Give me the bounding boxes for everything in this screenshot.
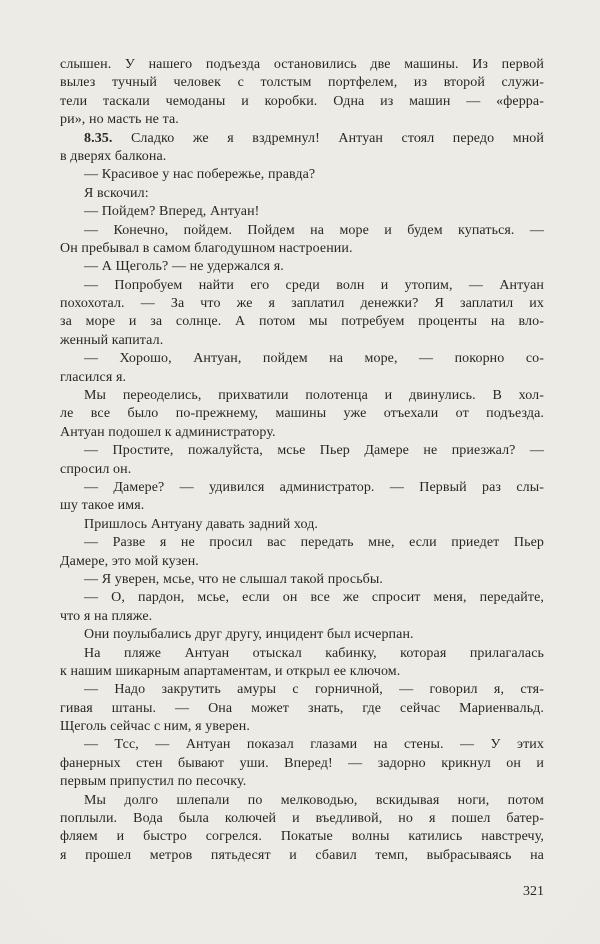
text-line: Он пребывал в самом благодушном настроении.: [60, 240, 353, 256]
text-line: спросил он.: [60, 461, 132, 477]
text-line: Они поулыбались друг другу, инцидент был исчерпан.: [84, 627, 414, 643]
text-line: к нашим шикарным апартаментам, и открыл ее ключом.: [60, 663, 401, 679]
text-line: ле все было по-прежнему, машины уже отъехали от подъезда.: [60, 406, 544, 422]
text-line: ри», но масть не та.: [60, 112, 179, 128]
text-line: шу такое имя.: [60, 498, 145, 514]
text-line: Пришлось Антуану давать задний ход.: [84, 516, 319, 532]
text-line: гивая штаны. — Она может знать, где сейчас Мариенвальд.: [60, 700, 544, 716]
text-line: я прошел метров пятьдесят и сбавил темп, выбрасываясь на: [60, 847, 544, 863]
text-line: похохотал. — За что же я заплатил денежки? Я заплатил их: [60, 296, 544, 312]
text-line: Мы долго шлепали по мелководью, вскидывая ноги, потом: [84, 792, 544, 808]
text-line: — Конечно, пойдем. Пойдем на море и будем купаться. —: [84, 222, 544, 238]
text-line: — А Щеголь? — не удержался я.: [84, 259, 284, 275]
section-number: 8.35.: [84, 130, 113, 146]
text-line: в дверях балкона.: [60, 148, 167, 164]
text-line: Я вскочил:: [84, 185, 149, 201]
text-line: — Попробуем найти его среди волн и утопим, — Антуан: [84, 277, 544, 293]
text-line: тели таскали чемоданы и коробки. Одна из машин — «ферра-: [60, 93, 544, 109]
text-line: Щеголь сейчас с ним, я уверен.: [60, 719, 250, 735]
text-line: Антуан подошел к администратору.: [60, 424, 276, 440]
text-line: — Надо закрутить амуры с горничной, — говорил я, стя-: [84, 682, 544, 698]
text-line: слышен. У нашего подъезда остановились две машины. Из первой: [60, 57, 544, 72]
text-line: — Простите, пожалуйста, мсье Пьер Дамере не приезжал? —: [84, 443, 544, 459]
text-line: женный капитал.: [60, 332, 164, 348]
text-line: Мы переоделись, прихватили полотенца и двинулись. В хол-: [84, 388, 544, 404]
text-line: фанерных стен бывают уши. Вперед! — задорно крикнул он и: [60, 755, 544, 771]
text-line: — Красивое у нас побережье, правда?: [84, 167, 316, 183]
text-line: — Разве я не просил вас передать мне, если приедет Пьер: [84, 535, 544, 551]
text-line: вылез тучный человек с толстым портфелем, из второй служи-: [60, 75, 544, 91]
text-line: первым припустил по песочку.: [60, 774, 247, 790]
text-line: Дамере, это мой кузен.: [60, 553, 199, 569]
text-line: — Хорошо, Антуан, пойдем на море, — покорно со-: [84, 351, 544, 367]
page-number: 321: [523, 884, 544, 899]
text-line: 8.35. Сладко же я вздремнул! Антуан стоял передо мной: [84, 130, 544, 146]
text-line: гласился я.: [60, 369, 127, 385]
text-line: — О, пардон, мсье, если он все же спросит меня, передайте,: [84, 590, 544, 606]
text-line: — Пойдем? Вперед, Антуан!: [84, 204, 260, 220]
text-line: поплыли. Вода была колючей и въедливой, но я пошел батер-: [60, 811, 544, 827]
text-block: [60, 56, 544, 865]
text-line: за море и за солнце. А потом мы потребуем проценты на вло-: [60, 314, 544, 330]
text-line: — Тсс, — Антуан показал глазами на стены. — У этих: [84, 737, 544, 753]
text-line: На пляже Антуан отыскал кабинку, которая прилагалась: [84, 645, 544, 661]
text-line: что я на пляже.: [60, 608, 153, 624]
text-line: фляем и быстро согрелся. Покатые волны катились навстречу,: [60, 829, 544, 845]
text-line: — Я уверен, мсье, что не слышал такой просьбы.: [84, 571, 384, 587]
text-line: — Дамере? — удивился администратор. — Первый раз слы-: [84, 479, 544, 495]
